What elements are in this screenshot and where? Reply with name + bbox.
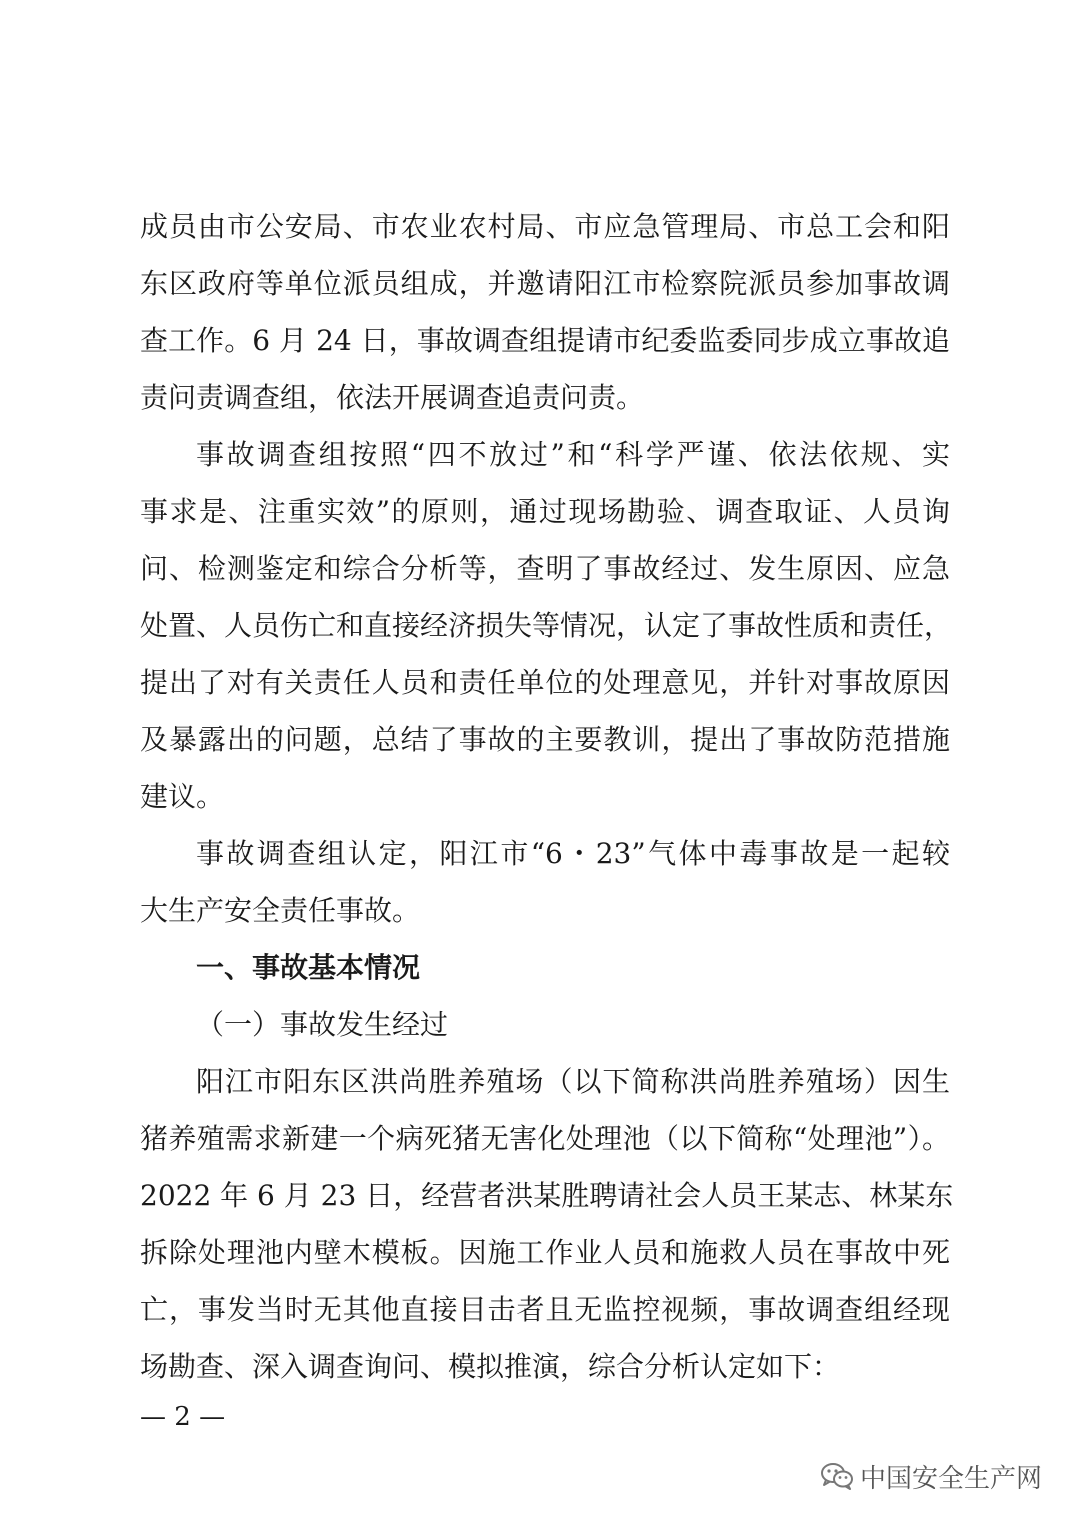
text-line: 场勘查、深入调查询问、模拟推演，综合分析认定如下：	[140, 1350, 841, 1383]
paragraph-first-line: 事故调查组按照“四不放过”和“科学严谨、依法依规、实	[196, 438, 950, 471]
text-line: 成员由市公安局、市农业农村局、市应急管理局、市总工会和阳	[140, 210, 950, 243]
text-line: 大生产安全责任事故。	[140, 894, 421, 927]
watermark-text: 中国安全生产网	[860, 1463, 1043, 1494]
text-line: 猪养殖需求新建一个病死猪无害化处理池（以下简称“处理池”）。	[140, 1122, 950, 1155]
text-line: 事求是、注重实效”的原则，通过现场勘验、调查取证、人员询	[140, 495, 950, 528]
text-line: 亡，事发当时无其他直接目击者且无监控视频，事故调查组经现	[140, 1293, 950, 1326]
wechat-icon	[820, 1462, 854, 1490]
text-line: 2022 年 6 月 23 日，经营者洪某胜聘请社会人员王某志、林某东	[140, 1179, 954, 1212]
text-line: 责问责调查组，依法开展调查追责问责。	[140, 381, 645, 414]
text-line: 及暴露出的问题，总结了事故的主要教训，提出了事故防范措施	[140, 723, 950, 756]
text-line: 建议。	[140, 780, 225, 813]
paragraph-first-line: 事故调查组认定，阳江市“6・23”气体中毒事故是一起较	[196, 837, 950, 870]
subsection-heading: （一）事故发生经过	[196, 1008, 449, 1041]
text-line: 问、检测鉴定和综合分析等，查明了事故经过、发生原因、应急	[140, 552, 950, 585]
text-line: 提出了对有关责任人员和责任单位的处理意见，并针对事故原因	[140, 666, 950, 699]
text-line: 处置、人员伤亡和直接经济损失等情况，认定了事故性质和责任，	[140, 609, 953, 642]
watermark	[820, 1456, 1042, 1496]
text-line: 查工作。6 月 24 日，事故调查组提请市纪委监委同步成立事故追	[140, 324, 950, 357]
section-heading: 一、事故基本情况	[196, 951, 421, 984]
document-body	[140, 198, 954, 1395]
page-number: — 2 —	[140, 1402, 226, 1432]
paragraph-first-line: 阳江市阳东区洪尚胜养殖场（以下简称洪尚胜养殖场）因生	[196, 1065, 950, 1098]
text-line: 东区政府等单位派员组成，并邀请阳江市检察院派员参加事故调	[140, 267, 950, 300]
text-line: 拆除处理池内壁木模板。因施工作业人员和施救人员在事故中死	[140, 1236, 950, 1269]
